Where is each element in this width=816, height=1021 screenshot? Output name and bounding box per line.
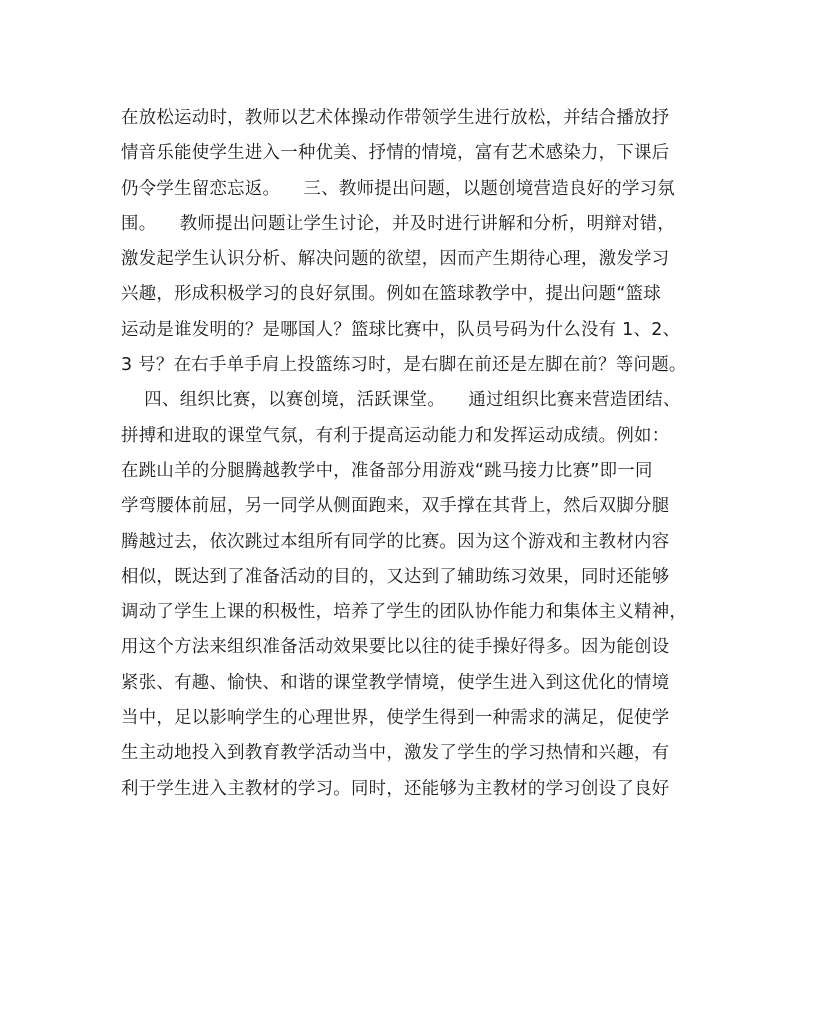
- text-line: 在放松运动时，教师以艺术体操动作带领学生进行放松，并结合播放抒: [121, 108, 670, 128]
- text-line: 仍令学生留恋忘返。 三、教师提出问题，以题创境营造良好的学习氛: [121, 178, 676, 199]
- text-line: 当中，足以影响学生的心理世界，使学生得到一种需求的满足，促使学: [121, 708, 670, 729]
- text-line: 用这个方法来组织准备活动效果要比以往的徒手操好得多。因为能创设: [121, 637, 670, 658]
- text-line: 拼搏和进取的课堂气氛，有利于提高运动能力和发挥运动成绩。例如：: [121, 425, 670, 446]
- body-text: [121, 101, 711, 807]
- text-line: 四、组织比赛，以赛创境，活跃课堂。 通过组织比赛来营造团结、: [121, 390, 681, 411]
- text-line: 调动了学生上课的积极性，培养了学生的团队协作能力和集体主义精神，: [121, 602, 688, 623]
- text-line: 腾越过去，依次跳过本组所有同学的比赛。因为这个游戏和主教材内容: [121, 531, 670, 552]
- text-line: 运动是谁发明的？是哪国人？篮球比赛中，队员号码为什么没有 1、2、: [121, 319, 681, 340]
- text-line: 生主动地投入到教育教学活动当中，激发了学生的学习热情和兴趣，有: [121, 743, 670, 764]
- text-line: 在跳山羊的分腿腾越教学中，准备部分用游戏“跳马接力比赛”即一同: [121, 460, 653, 481]
- text-line: 相似，既达到了准备活动的目的，又达到了辅助练习效果，同时还能够: [121, 566, 670, 587]
- text-line: 紧张、有趣、愉快、和谐的课堂教学情境，使学生进入到这优化的情境: [121, 672, 670, 693]
- text-line: 兴趣，形成积极学习的良好氛围。例如在篮球教学中，提出问题“篮球: [121, 284, 662, 305]
- text-line: 3 号？在右手单手肩上投篮练习时，是右脚在前还是左脚在前？等问题。: [121, 355, 687, 376]
- text-line: 情音乐能使学生进入一种优美、抒情的情境，富有艺术感染力，下课后: [121, 143, 670, 164]
- text-line: 利于学生进入主教材的学习。同时，还能够为主教材的学习创设了良好: [121, 778, 670, 799]
- text-line: 激发起学生认识分析、解决问题的欲望，因而产生期待心理，激发学习: [121, 249, 670, 270]
- text-line: 围。 教师提出问题让学生讨论，并及时进行讲解和分析，明辩对错，: [121, 213, 676, 234]
- text-line: 学弯腰体前屈，另一同学从侧面跑来，双手撑在其背上，然后双脚分腿: [121, 496, 670, 517]
